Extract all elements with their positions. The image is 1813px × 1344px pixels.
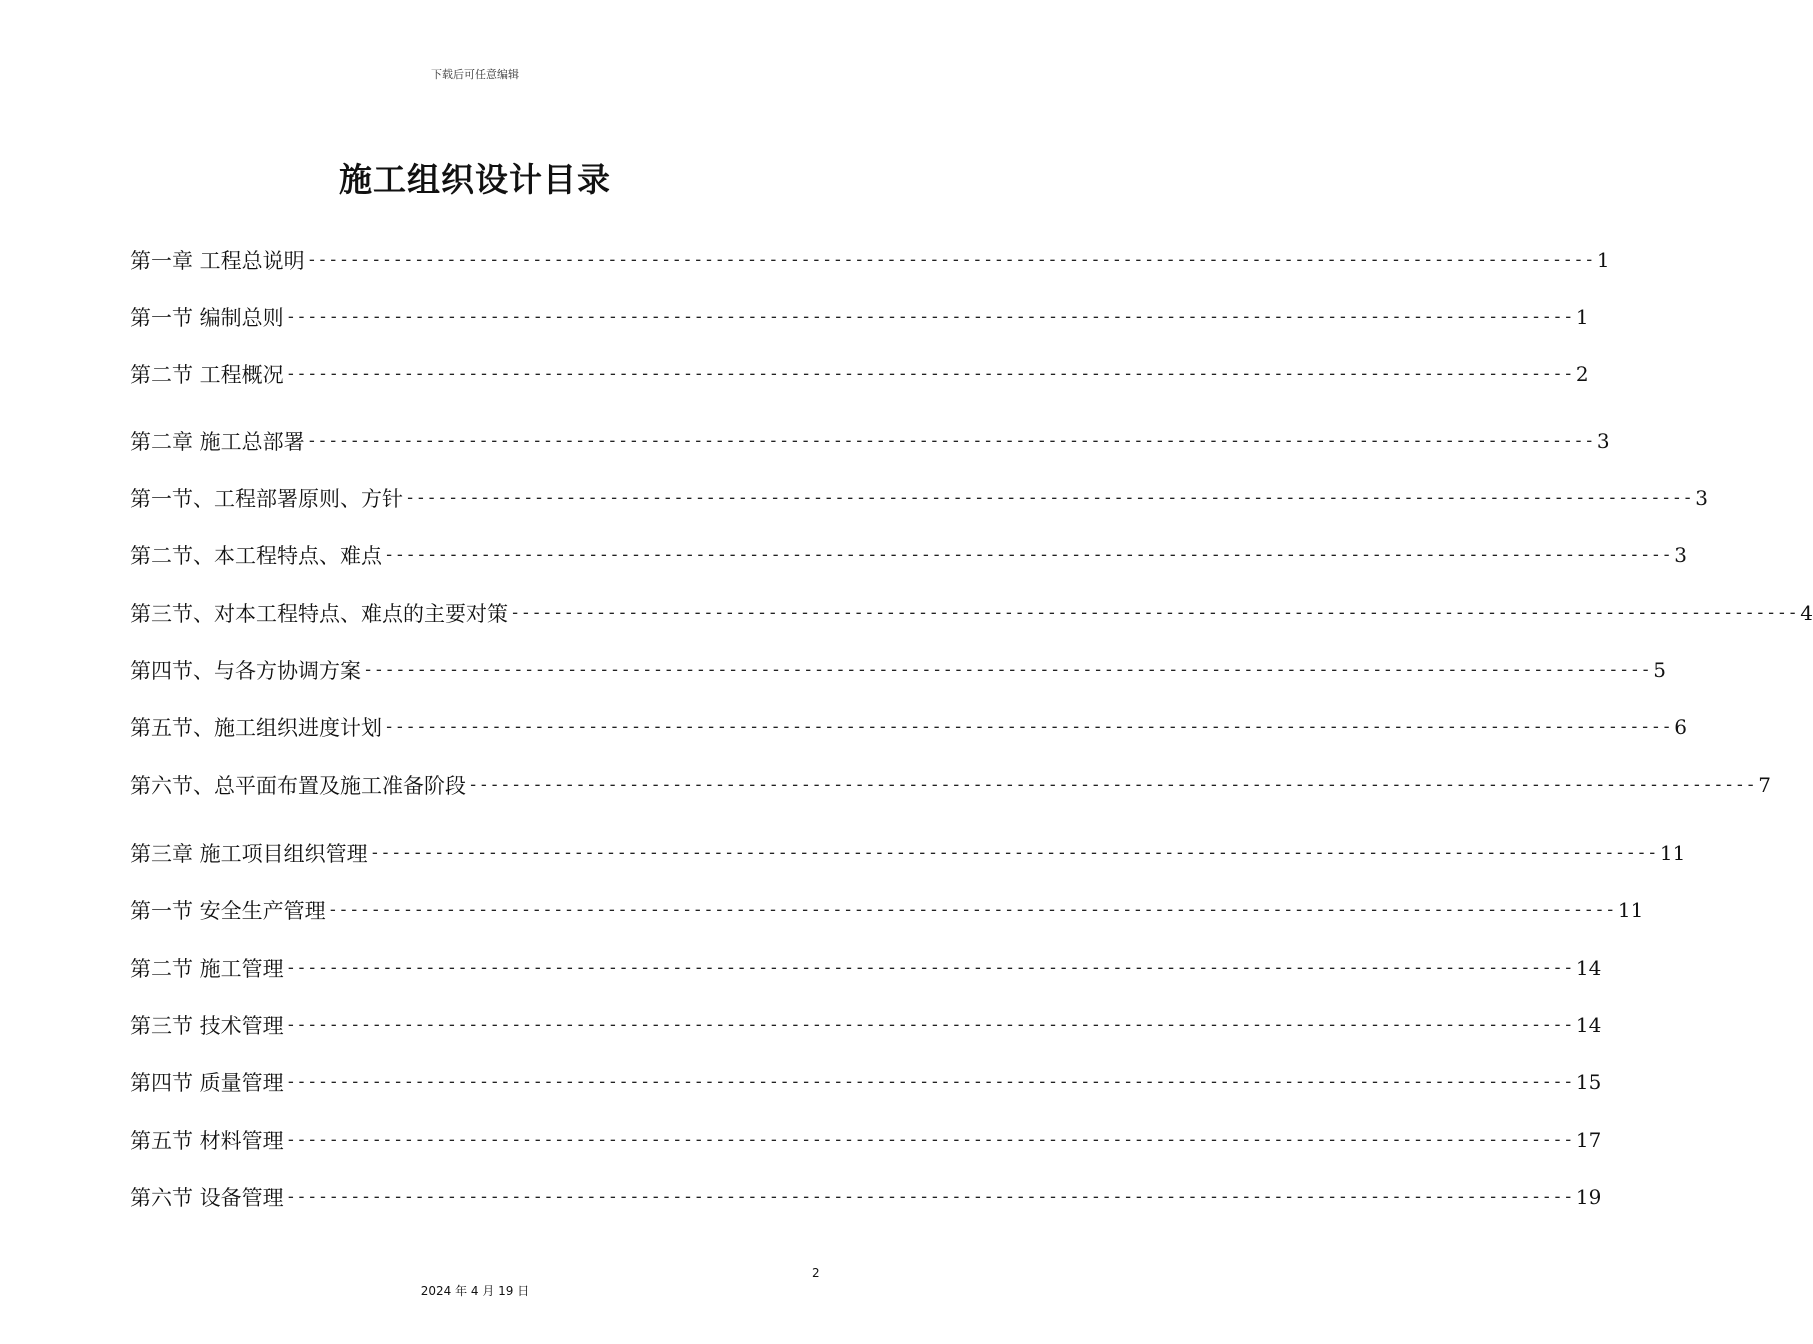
toc-entry[interactable] [130, 1067, 1602, 1097]
footer-date: 2024 年 4 月 19 日 [420, 1284, 530, 1298]
toc-entry[interactable] [130, 1010, 1602, 1040]
toc-entry-page: 15 [1575, 1070, 1602, 1094]
toc-entry[interactable] [130, 712, 1687, 742]
toc-entry-label: 第三章 施工项目组织管理 [130, 842, 368, 866]
toc-entry-label: 第四节、与各方协调方案 [130, 659, 361, 683]
toc-entry[interactable] [130, 953, 1602, 983]
toc-entry-page: 11 [1659, 841, 1686, 865]
toc-entry-page: 17 [1575, 1128, 1602, 1152]
toc-entry-page: 5 [1653, 658, 1666, 682]
toc-entry-label: 第三节、对本工程特点、难点的主要对策 [130, 602, 508, 626]
toc-dot-leader: ------------------------------------------------------------------------------------------------------------------------ [363, 660, 1652, 680]
page-header: 下载后可任意编辑 [431, 68, 519, 81]
toc-entry[interactable] [130, 838, 1686, 868]
toc-entry[interactable] [130, 426, 1610, 456]
toc-entry-page: 14 [1575, 956, 1602, 980]
toc-entry-page: 19 [1575, 1185, 1602, 1209]
toc-entry[interactable] [130, 359, 1589, 389]
toc-dot-leader: ------------------------------------------------------------------------------------------------------------------------ [285, 307, 1574, 327]
toc-entry-label: 第一节、工程部署原则、方针 [130, 487, 403, 511]
toc-entry-label: 第四节 质量管理 [130, 1071, 284, 1095]
toc-entry[interactable] [130, 483, 1708, 513]
toc-dot-leader: ------------------------------------------------------------------------------------------------------------------------ [384, 545, 1673, 565]
toc-dot-leader: ------------------------------------------------------------------------------------------------------------------------ [510, 603, 1799, 623]
toc-entry[interactable] [130, 895, 1644, 925]
toc-dot-leader: ------------------------------------------------------------------------------------------------------------------------ [369, 843, 1658, 863]
toc-entry-page: 14 [1575, 1013, 1602, 1037]
toc-dot-leader: ------------------------------------------------------------------------------------------------------------------------ [327, 900, 1616, 920]
toc-entry-label: 第五节、施工组织进度计划 [130, 716, 382, 740]
toc-entry-page: 7 [1758, 773, 1771, 797]
toc-entry-page: 3 [1596, 429, 1610, 453]
toc-dot-leader: ------------------------------------------------------------------------------------------------------------------------ [285, 364, 1574, 384]
toc-dot-leader: ------------------------------------------------------------------------------------------------------------------------ [285, 1072, 1574, 1092]
toc-dot-leader: ------------------------------------------------------------------------------------------------------------------------ [384, 717, 1673, 737]
toc-entry-label: 第二节、本工程特点、难点 [130, 544, 382, 568]
toc-entry[interactable] [130, 245, 1610, 275]
page-number: 2 [812, 1266, 820, 1280]
toc-entry-page: 1 [1575, 305, 1589, 329]
toc-entry-label: 第一节 编制总则 [130, 306, 284, 330]
toc-entry-label: 第三节 技术管理 [130, 1014, 284, 1038]
document-title: 施工组织设计目录 [339, 160, 611, 199]
toc-entry-page: 6 [1674, 715, 1687, 739]
toc-entry-page: 2 [1575, 362, 1589, 386]
toc-entry-label: 第二节 工程概况 [130, 363, 284, 387]
toc-dot-leader: ------------------------------------------------------------------------------------------------------------------------ [285, 1130, 1574, 1150]
toc-entry[interactable] [130, 1125, 1602, 1155]
toc-entry[interactable] [130, 1182, 1602, 1212]
toc-entry-label: 第一节 安全生产管理 [130, 899, 326, 923]
toc-dot-leader: ------------------------------------------------------------------------------------------------------------------------ [306, 250, 1595, 270]
toc-entry[interactable] [130, 302, 1589, 332]
toc-entry-page: 11 [1617, 898, 1644, 922]
toc-entry[interactable] [130, 598, 1813, 628]
toc-dot-leader: ------------------------------------------------------------------------------------------------------------------------ [306, 431, 1595, 451]
toc-entry[interactable] [130, 540, 1687, 570]
toc-entry[interactable] [130, 770, 1771, 800]
toc-entry-label: 第二章 施工总部署 [130, 430, 305, 454]
toc-entry-page: 3 [1695, 486, 1708, 510]
toc-entry-page: 4 [1800, 601, 1813, 625]
toc-dot-leader: ------------------------------------------------------------------------------------------------------------------------ [285, 1015, 1574, 1035]
toc-entry-label: 第六节 设备管理 [130, 1186, 284, 1210]
toc-dot-leader: ------------------------------------------------------------------------------------------------------------------------ [285, 958, 1574, 978]
toc-entry-label: 第五节 材料管理 [130, 1129, 284, 1153]
toc-entry[interactable] [130, 655, 1666, 685]
toc-entry-label: 第二节 施工管理 [130, 957, 284, 981]
toc-entry-page: 3 [1674, 543, 1687, 567]
toc-dot-leader: ------------------------------------------------------------------------------------------------------------------------ [285, 1187, 1574, 1207]
toc-entry-page: 1 [1596, 248, 1610, 272]
toc-dot-leader: ------------------------------------------------------------------------------------------------------------------------ [405, 488, 1694, 508]
toc-entry-label: 第一章 工程总说明 [130, 249, 305, 273]
toc-dot-leader: ------------------------------------------------------------------------------------------------------------------------ [468, 775, 1757, 795]
toc-entry-label: 第六节、总平面布置及施工准备阶段 [130, 774, 466, 798]
